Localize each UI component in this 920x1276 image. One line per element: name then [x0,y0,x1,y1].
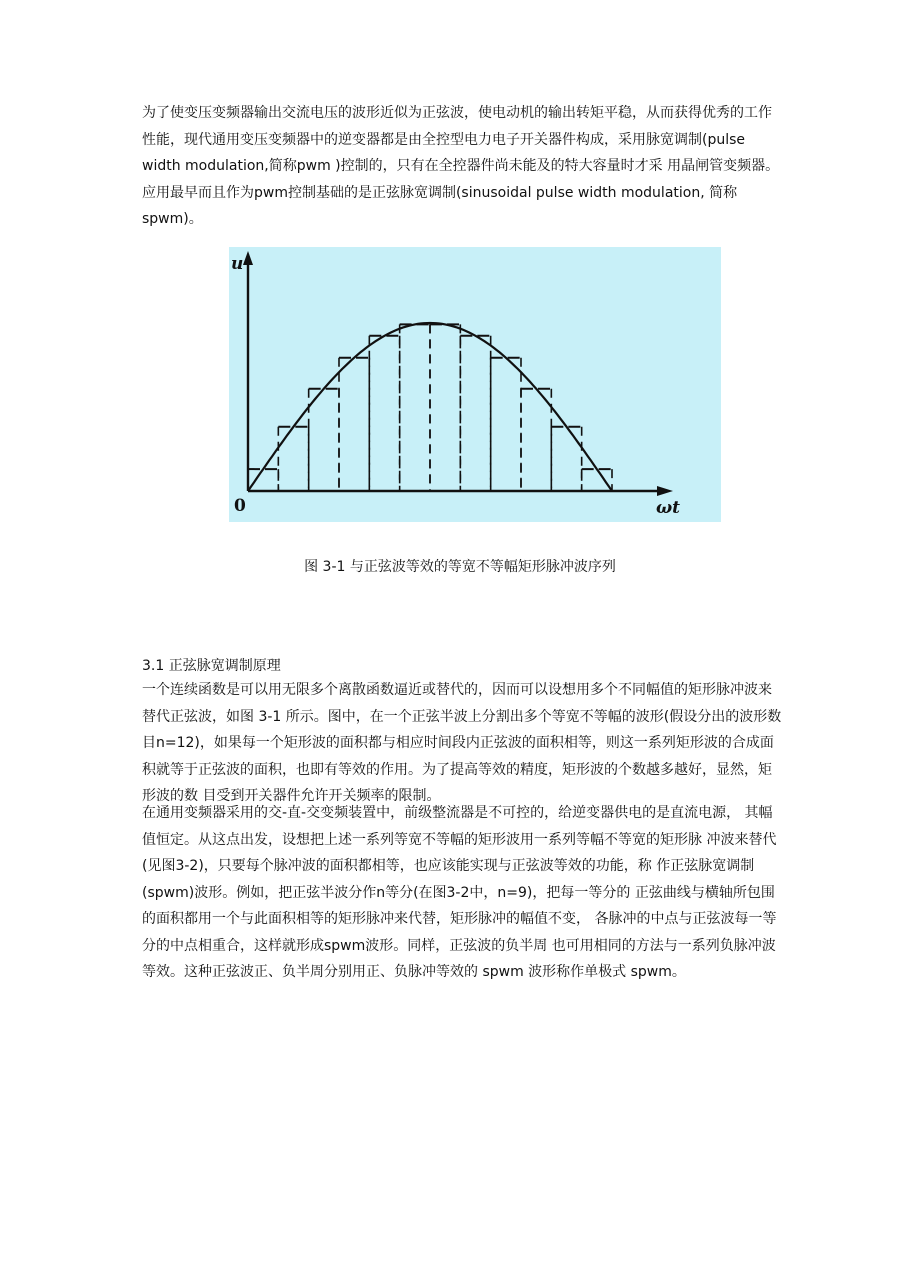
y-axis-label: u [231,254,244,274]
x-axis-label: ωt [656,498,681,518]
section-paragraph-2: 在通用变频器采用的交-直-交变频装置中，前级整流器是不可控的，给逆变器供电的是直流电源， 其幅值恒定。从这点出发，设想把上述一系列等宽不等幅的矩形波用一系列等幅不等宽的矩形脉 冲波来替代(见图3-2)，只要每个脉冲波的面积都相等，也应该能实现与正弦波等效的功能，称 作正弦脉宽调制(spwm)波形。例如，把正弦半波分作n等分(在图3-2中，n=9)，把每一等分的 正弦曲线与横轴所包围的面积都用一个与此面积相等的矩形脉冲来代替，矩形脉冲的幅值不变， 各脉冲的中点与正弦波每一等分的中点相重合，这样就形成spwm波形。同样，正弦波的负半周 也可用相同的方法与一系列负脉冲波等效。这种正弦波正、负半周分别用正、负脉冲等效的 spwm 波形称作单极式 spwm。 [142,805,777,980]
section-title: 3.1 正弦脉宽调制原理 [142,658,281,674]
figure-3-1 [229,247,721,522]
origin-label: 0 [234,496,246,516]
intro-paragraph: 为了使变压变频器输出交流电压的波形近似为正弦波，使电动机的输出转矩平稳，从而获得优秀的工作性能，现代通用变压变频器中的逆变器都是由全控型电力电子开关器件构成，采用脉宽调制(pulse width modulation,简称pwm )控制的，只有在全控器件尚未能及的特大容量时才采 用晶闸管变频器。应用最早而且作为pwm控制基础的是正弦脉宽调制(sinusoidal pulse width modulation, 简称 spwm)。 [142,105,780,227]
figure-caption: 图 3-1 与正弦波等效的等宽不等幅矩形脉冲波序列 [304,559,616,575]
figure-background [229,247,721,522]
section-paragraph-1: 一个连续函数是可以用无限多个离散函数逼近或替代的，因而可以设想用多个不同幅值的矩形脉冲波来替代正弦波，如图 3-1 所示。图中，在一个正弦半波上分割出多个等宽不等幅的波形(假设分出的波形数目n=12)，如果每一个矩形波的面积都与相应时间段内正弦波的面积相等，则这一系列矩形波的合成面积就等于正弦波的面积，也即有等效的作用。为了提高等效的精度，矩形波的个数越多越好，显然，矩形波的数 目受到开关器件允许开关频率的限制。 [142,682,782,804]
